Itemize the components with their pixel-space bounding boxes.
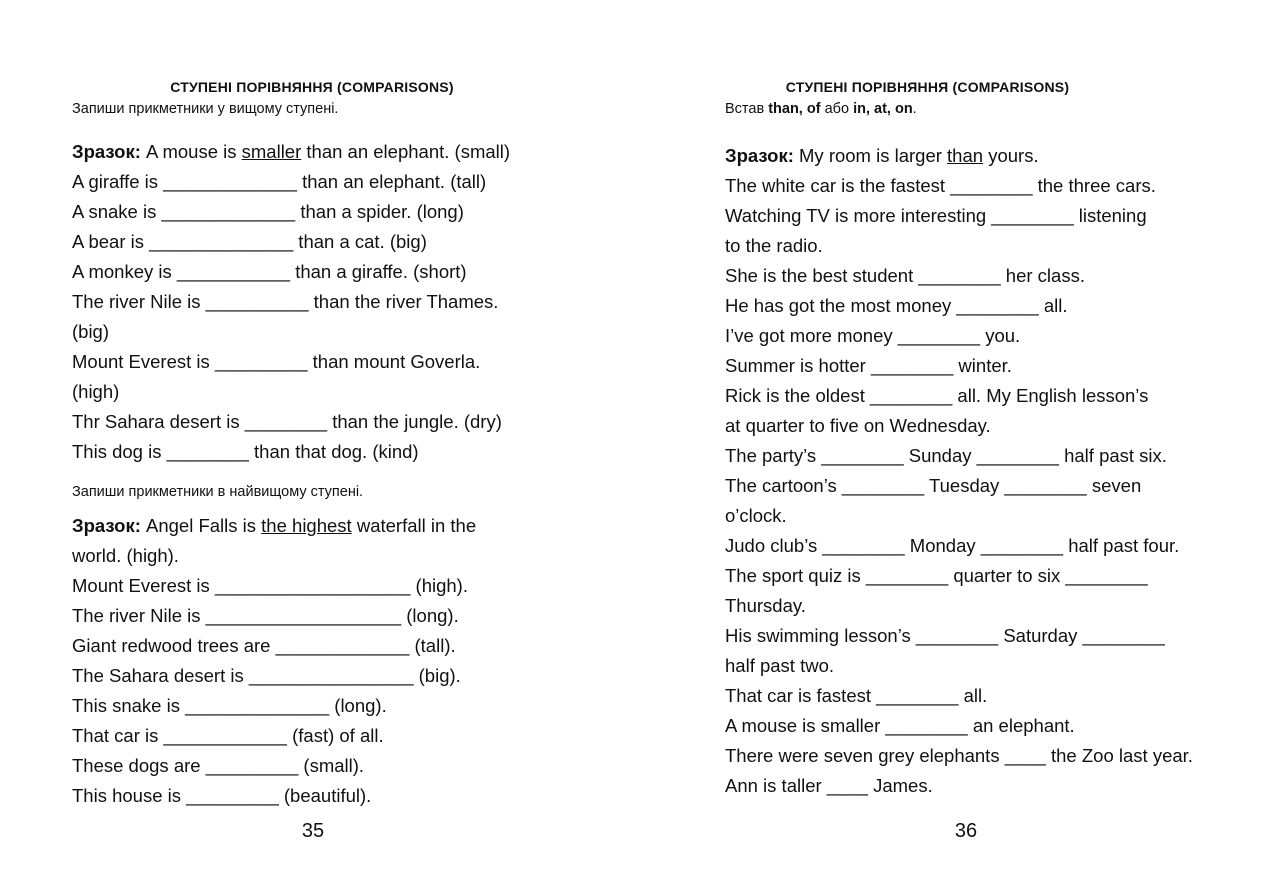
exercise-line: Rick is the oldest ________ all. My English lesson’s	[725, 385, 1149, 406]
example-superlative	[72, 514, 476, 538]
example-comparative	[72, 140, 510, 164]
exercise-line: o’clock.	[725, 505, 787, 526]
exercise-line: Mount Everest is _________ than mount Goverla.	[72, 351, 481, 372]
example-answer: the highest	[261, 515, 352, 536]
exercise-line: Judo club’s ________ Monday ________ half past four.	[725, 535, 1180, 556]
exercise-line: (high)	[72, 381, 120, 402]
page-35	[72, 0, 572, 896]
exercise-line: The party’s ________ Sunday ________ half past six.	[725, 445, 1167, 466]
example-text: than an elephant. (small)	[301, 141, 511, 162]
instruction-comparative: Запиши прикметники у вищому ступені.	[72, 101, 339, 117]
instruction-text: Встав	[725, 101, 769, 117]
exercise-line: half past two.	[725, 655, 835, 676]
exercise-line: A mouse is smaller ________ an elephant.	[725, 715, 1075, 736]
exercise-line: Giant redwood trees are _____________ (tall).	[72, 635, 456, 656]
exercise-line: The river Nile is __________ than the river Thames.	[72, 291, 499, 312]
page-number: 36	[954, 820, 978, 842]
exercise-line: A snake is _____________ than a spider. (long)	[72, 201, 464, 222]
page-number: 35	[301, 820, 325, 842]
instruction-prepositions	[725, 101, 917, 117]
instruction-text: або	[820, 101, 854, 117]
exercise-line: This dog is ________ than that dog. (kind)	[72, 441, 419, 462]
example-text: My room is larger	[793, 145, 948, 166]
exercise-line: The cartoon’s ________ Tuesday ________ seven	[725, 475, 1142, 496]
exercise-line: The Sahara desert is ________________ (big).	[72, 665, 461, 686]
example-answer: smaller	[241, 141, 302, 162]
instruction-text: .	[912, 101, 917, 117]
exercise-line: Watching TV is more interesting ________ listening	[725, 205, 1147, 226]
exercise-line: That car is fastest ________ all.	[725, 685, 988, 706]
instruction-superlative: Запиши прикметники в найвищому ступені.	[72, 484, 364, 500]
exercise-line: at quarter to five on Wednesday.	[725, 415, 991, 436]
exercise-line: This snake is ______________ (long).	[72, 695, 387, 716]
exercise-line: I’ve got more money ________ you.	[725, 325, 1021, 346]
example-label: Зразок:	[72, 515, 141, 536]
exercise-line: A giraffe is _____________ than an elephant. (tall)	[72, 171, 487, 192]
exercise-line: She is the best student ________ her class.	[725, 265, 1085, 286]
example-answer: than	[947, 145, 984, 166]
example-text: yours.	[983, 145, 1039, 166]
exercise-line: The river Nile is ___________________ (long).	[72, 605, 459, 626]
page-title: СТУПЕНІ ПОРІВНЯННЯ (COMPARISONS)	[170, 79, 454, 95]
example-label: Зразок:	[72, 141, 141, 162]
exercise-line: That car is ____________ (fast) of all.	[72, 725, 384, 746]
exercise-line: Thr Sahara desert is ________ than the jungle. (dry)	[72, 411, 502, 432]
exercise-line: These dogs are _________ (small).	[72, 755, 365, 776]
exercise-line: to the radio.	[725, 235, 823, 256]
exercise-line: The sport quiz is ________ quarter to six ________	[725, 565, 1148, 586]
exercise-line: He has got the most money ________ all.	[725, 295, 1068, 316]
exercise-line: A monkey is ___________ than a giraffe. (short)	[72, 261, 467, 282]
exercise-line: Summer is hotter ________ winter.	[725, 355, 1012, 376]
exercise-line: This house is _________ (beautiful).	[72, 785, 372, 806]
exercise-line: Thursday.	[725, 595, 806, 616]
example-continuation: world. (high).	[72, 545, 179, 566]
page-36	[725, 0, 1245, 896]
example-label: Зразок:	[725, 145, 794, 166]
exercise-line: (big)	[72, 321, 110, 342]
example-text: Angel Falls is	[140, 515, 262, 536]
exercise-line: A bear is ______________ than a cat. (big)	[72, 231, 427, 252]
exercise-line: The white car is the fastest ________ the three cars.	[725, 175, 1156, 196]
page-title: СТУПЕНІ ПОРІВНЯННЯ (COMPARISONS)	[785, 79, 1070, 95]
example-preposition	[725, 144, 1039, 168]
instruction-words: than, of	[768, 101, 821, 117]
exercise-line: There were seven grey elephants ____ the Zoo last year.	[725, 745, 1193, 766]
exercise-line: Ann is taller ____ James.	[725, 775, 933, 796]
exercise-line: Mount Everest is ___________________ (high).	[72, 575, 468, 596]
example-text: A mouse is	[140, 141, 242, 162]
exercise-line: His swimming lesson’s ________ Saturday ________	[725, 625, 1165, 646]
instruction-words: in, at, on	[853, 101, 913, 117]
example-text: waterfall in the	[351, 515, 477, 536]
